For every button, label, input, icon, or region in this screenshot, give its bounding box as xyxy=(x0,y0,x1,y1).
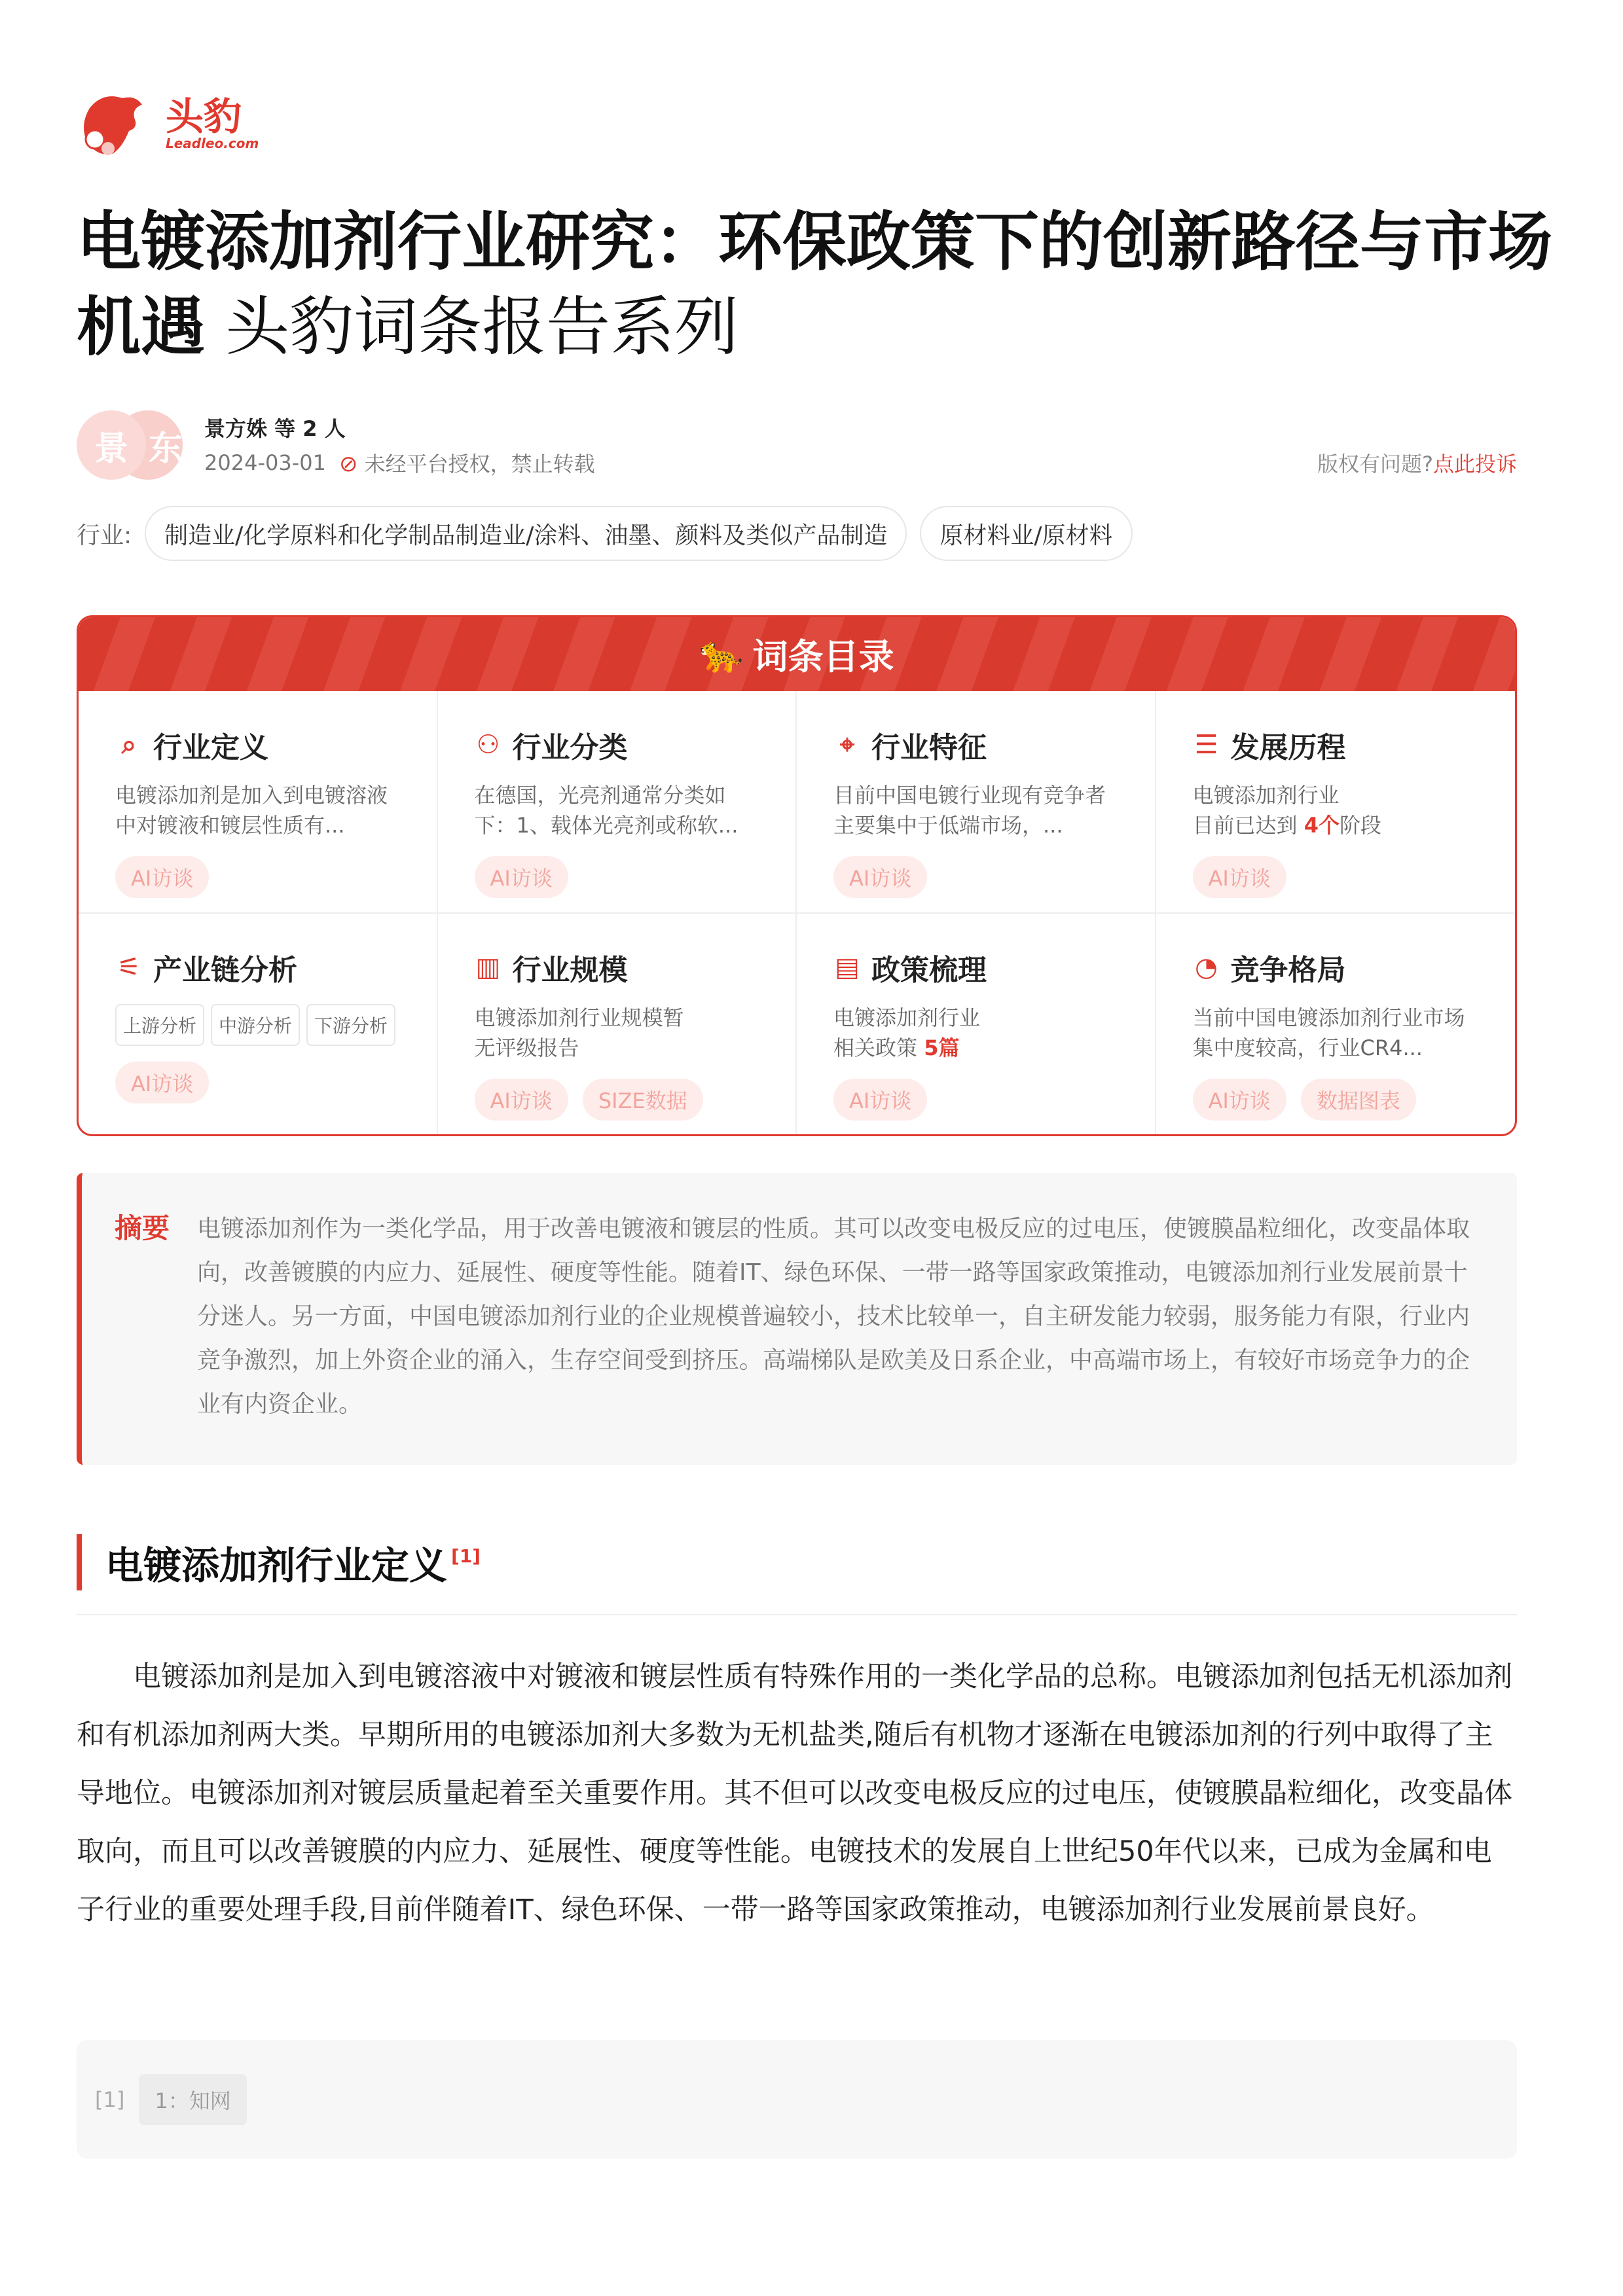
pie-chart-icon: ◔ xyxy=(1195,952,1218,982)
toc-item-policy[interactable] xyxy=(797,914,1156,1136)
divider xyxy=(77,1614,1517,1615)
no-entry-icon: ⊘ xyxy=(338,451,358,477)
toc-item-desc: 目前中国电镀行业现有竞争者主要集中于低端市场，... xyxy=(833,783,1106,838)
toc-item-desc xyxy=(833,1003,1115,1063)
toc-item-title: 产业链分析 xyxy=(153,954,297,987)
leadleo-logo[interactable] xyxy=(77,88,259,160)
ai-interview-button[interactable]: AI访谈 xyxy=(833,856,927,898)
toc-title: 词条目录 xyxy=(752,636,894,677)
industry-tags xyxy=(77,506,1133,561)
industry-label: 行业: xyxy=(77,522,132,549)
toc-item-title: 政策梳理 xyxy=(871,954,987,987)
toc-item-desc: 电镀添加剂是加入到电镀溶液中对镀液和镀层性质有... xyxy=(115,783,388,838)
copyright-question: 版权有问题? xyxy=(1317,452,1433,476)
ai-interview-button[interactable]: AI访谈 xyxy=(115,1062,209,1103)
toc-item-desc xyxy=(1193,780,1474,840)
toc-item-classification[interactable] xyxy=(438,691,797,914)
ai-interview-button[interactable]: AI访谈 xyxy=(1193,1079,1286,1121)
summary-text: 电镀添加剂作为一类化学品，用于改善电镀液和镀层的性质。其可以改变电极反应的过电压，使镀膜晶粒细化，改变晶体取向，改善镀膜的内应力、延展性、硬度等性能。随着IT、绿色环保、一带一路等国家政策推动，电镀添加剂行业发展前景十分迷人。另一方面，中国电镀添加剂行业的企业规模普遍较小，技术比较单一，自主研发能力较弱，服务能力有限，行业内竞争激烈，加上外资企业的涌入，生存空间受到挤压。高端梯队是欧美及日系企业，中高端市场上，有较好市场竞争力的企业有内资企业。 xyxy=(197,1215,1470,1418)
feature-icon: ⌖ xyxy=(839,730,855,760)
desc-line: 目前已达到 xyxy=(1192,813,1304,838)
toc-item-desc: 电镀添加剂行业规模暂无评级报告 xyxy=(474,1005,684,1060)
section-body: 电镀添加剂是加入到电镀溶液中对镀液和镀层性质有特殊作用的一类化学品的总称。电镀添加剂包括无机添加剂和有机添加剂两大类。早期所用的电镀添加剂大多数为无机盐类,随后有机物才逐渐在电镀添加剂的行列中取得了主导地位。电镀添加剂对镀层质量起着至关重要作用。其不但可以改变电极反应的过电压，使镀膜晶粒细化，改变晶体取向，而且可以改善镀膜的内应力、延展性、硬度等性能。电镀技术的发展自上世纪50年代以来，已成为金属和电子行业的重要处理手段,目前伴随着IT、绿色环保、一带一路等国家政策推动，电镀添加剂行业发展前景良好。 xyxy=(77,1660,1512,1926)
toc-item-definition[interactable] xyxy=(79,691,438,914)
toc-item-history[interactable] xyxy=(1156,691,1516,914)
toc-item-title: 行业定义 xyxy=(153,731,268,764)
chain-icon: ⚟ xyxy=(117,952,141,982)
section-heading xyxy=(77,1534,481,1590)
desc-line: 电镀添加剂行业 xyxy=(1192,783,1340,808)
industry-tag[interactable]: 原材料业/原材料 xyxy=(920,506,1132,561)
toc-item-market-size[interactable] xyxy=(438,914,797,1136)
publish-date: 2024-03-01 xyxy=(204,450,326,475)
reference-link[interactable]: [1] xyxy=(451,1545,481,1567)
reference-item[interactable]: 1：知网 xyxy=(139,2074,246,2125)
toc-item-title: 行业分类 xyxy=(512,731,628,764)
ai-interview-button[interactable]: AI访谈 xyxy=(475,1079,568,1121)
toc-item-desc: 在德国，光亮剂通常分类如下：1、载体光亮剂或称软... xyxy=(474,783,739,838)
ai-interview-button[interactable]: AI访谈 xyxy=(833,1079,927,1121)
toc-item-title: 发展历程 xyxy=(1230,731,1346,764)
logo-text: 头豹 xyxy=(166,94,242,139)
stage-count: 4个 xyxy=(1304,813,1340,838)
ai-interview-button[interactable]: AI访谈 xyxy=(1193,856,1286,898)
leopard-icon: 🐆 xyxy=(699,633,744,675)
toc-item-features[interactable] xyxy=(797,691,1156,914)
industry-tag[interactable]: 制造业/化学原料和化学制品制造业/涂料、油墨、颜料及类似产品制造 xyxy=(145,506,907,561)
ai-interview-button[interactable]: AI访谈 xyxy=(115,856,209,898)
size-data-button[interactable]: SIZE数据 xyxy=(583,1079,703,1121)
toc-panel xyxy=(77,615,1517,1136)
desc-line: 电镀添加剂行业 xyxy=(833,1005,981,1030)
toc-item-value-chain[interactable] xyxy=(79,914,438,1136)
title-series: 头豹词条报告系列 xyxy=(205,290,739,365)
author-name[interactable]: 景方姝 等 2 人 xyxy=(204,416,346,441)
references-box xyxy=(77,2040,1517,2159)
author-avatars xyxy=(77,410,188,480)
reference-label: [1] xyxy=(95,2087,125,2112)
toc-item-title: 行业特征 xyxy=(871,731,987,764)
summary-box xyxy=(77,1173,1517,1465)
toc-item-title: 行业规模 xyxy=(512,954,628,987)
midstream-button[interactable]: 中游分析 xyxy=(211,1004,300,1046)
timeline-icon: ☰ xyxy=(1194,730,1218,760)
toc-item-competition[interactable] xyxy=(1156,914,1516,1136)
downstream-button[interactable]: 下游分析 xyxy=(306,1004,395,1046)
summary-label: 摘要 xyxy=(115,1212,170,1244)
copyright-notice xyxy=(1317,448,1517,478)
desc-line: 相关政策 xyxy=(833,1035,924,1060)
hierarchy-icon: ⚇ xyxy=(476,730,500,760)
logo-url: Leadleo.com xyxy=(166,135,259,151)
article-meta xyxy=(204,448,595,478)
title-main: 电镀添加剂行业研究：环保政策下的创新路径与市场机遇 xyxy=(77,205,1553,365)
avatar: 景 xyxy=(77,410,146,480)
complaint-link[interactable]: 点此投诉 xyxy=(1432,452,1517,476)
data-chart-button[interactable]: 数据图表 xyxy=(1301,1079,1416,1121)
toc-item-title: 竞争格局 xyxy=(1230,954,1346,987)
toc-item-desc: 当前中国电镀添加剂行业市场集中度较高，行业CR4... xyxy=(1192,1005,1465,1060)
scan-search-icon: ⌕ xyxy=(121,730,137,760)
bar-chart-icon: ▥ xyxy=(475,952,501,982)
ai-interview-button[interactable]: AI访谈 xyxy=(475,856,568,898)
repost-notice: 未经平台授权，禁止转载 xyxy=(364,452,595,476)
section-title: 电镀添加剂行业定义 xyxy=(105,1543,448,1588)
document-icon: ▤ xyxy=(835,952,860,982)
policy-count: 5篇 xyxy=(924,1035,960,1060)
upstream-button[interactable]: 上游分析 xyxy=(115,1004,204,1046)
toc-header xyxy=(79,617,1515,691)
page-title xyxy=(77,200,1609,370)
avatar: 东 xyxy=(113,410,183,480)
desc-suffix: 阶段 xyxy=(1339,813,1381,838)
leopard-logo-icon xyxy=(77,88,155,160)
